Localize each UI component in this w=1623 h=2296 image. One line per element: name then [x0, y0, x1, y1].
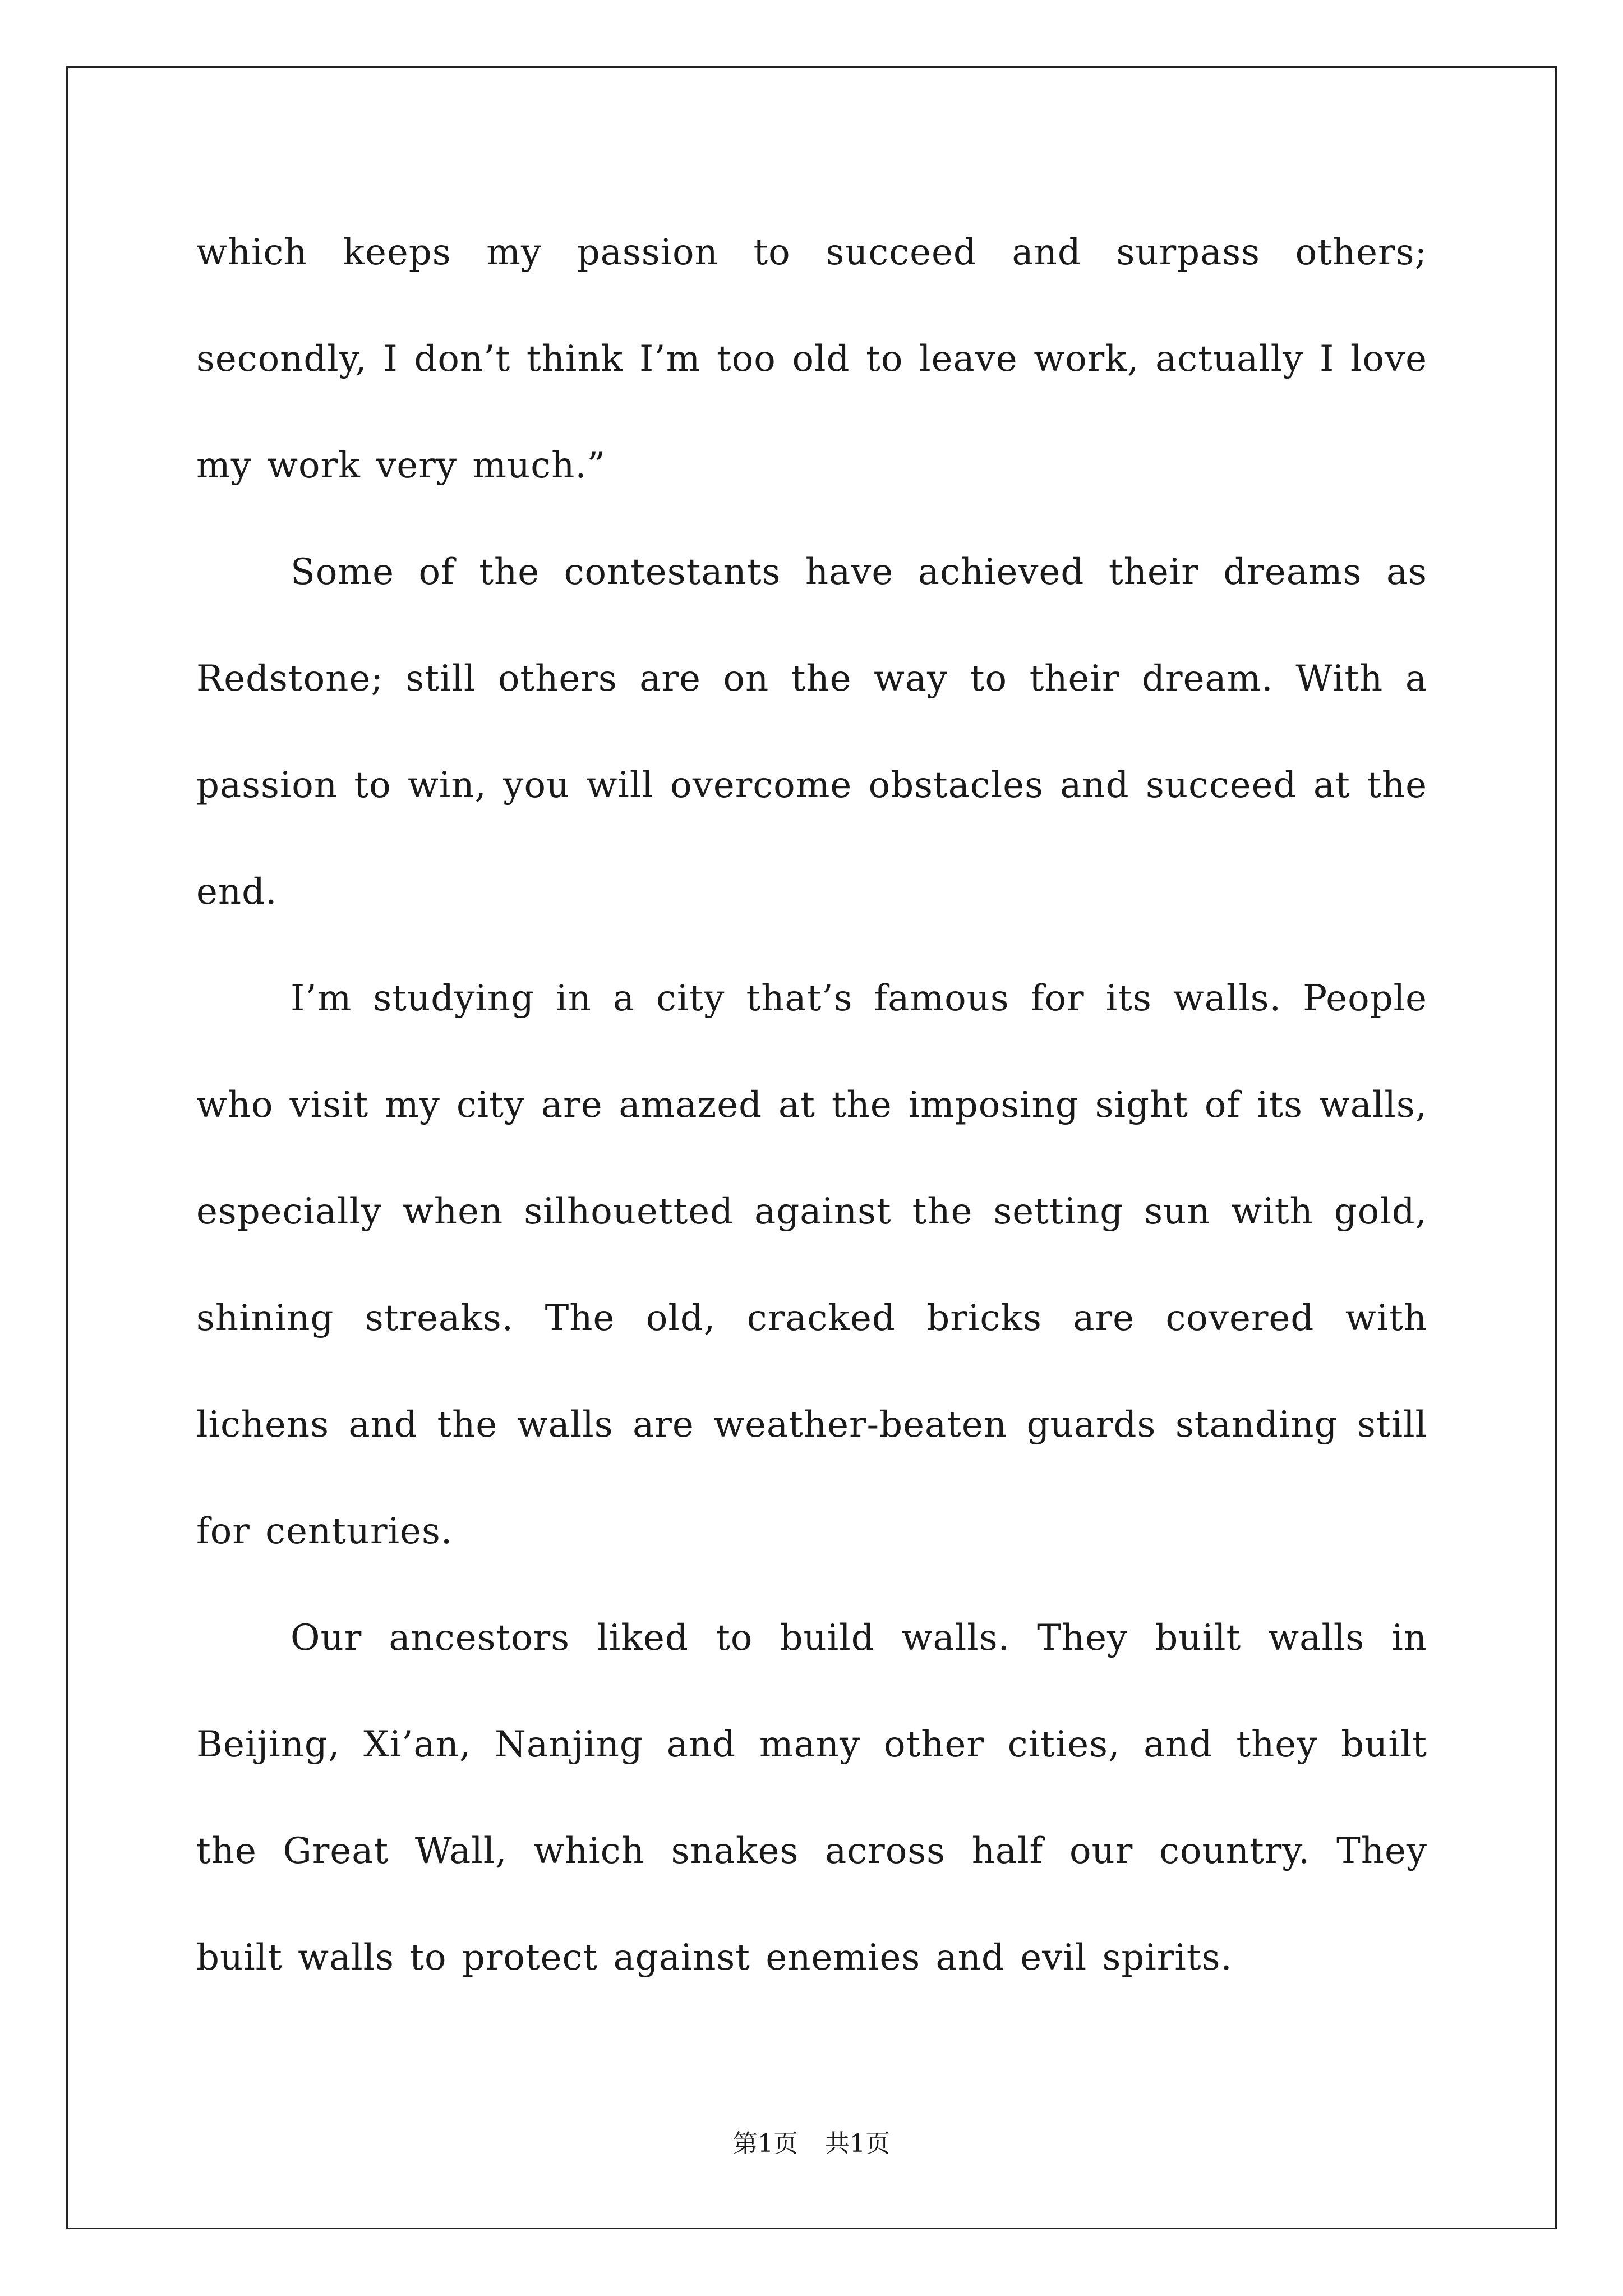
paragraph-4: Our ancestors liked to build walls. They built walls in Beijing, Xi’an, Nanjing and many other cities, and they built the Great Wall, which snakes across half our country. They built walls to protect against enemies and evil spirits. [196, 1617, 1427, 1978]
page-number-current: 第1页 [733, 2129, 798, 2158]
page-footer [0, 2123, 1623, 2159]
page-number-total: 共1页 [825, 2129, 890, 2158]
document-body [196, 199, 1427, 2011]
paragraph-2: Some of the contestants have achieved their dreams as Redstone; still others are on the way to their dream. With a passion to win, you will overcome obstacles and succeed at the end. [196, 551, 1427, 913]
paragraph-3: I’m studying in a city that’s famous for its walls. People who visit my city are amazed at the imposing sight of its walls, especially when silhouetted against the setting sun with gold, shining streaks. The old, cracked bricks are covered with lichens and the walls are weather-beaten guards standing still for centuries. [196, 978, 1427, 1552]
paragraph-1: which keeps my passion to succeed and surpass others; secondly, I don’t think I’m too old to leave work, actually I love my work very much.” [196, 232, 1427, 486]
